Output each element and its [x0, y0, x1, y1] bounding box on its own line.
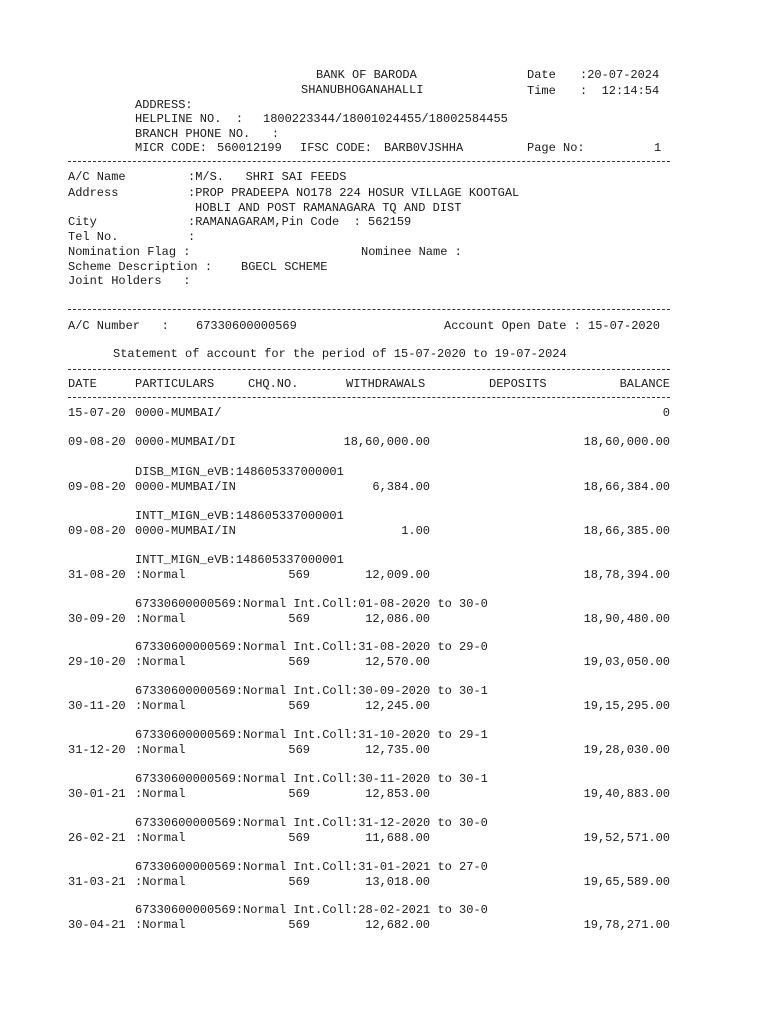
- txn-narration: 67330600000569:Normal Int.Coll:28-02-2021 to 30-0: [135, 903, 488, 917]
- ac-number-value: 67330600000569: [196, 319, 297, 333]
- divider: [68, 309, 670, 310]
- txn-date: 09-08-20: [68, 435, 126, 449]
- txn-date: 15-07-20: [68, 406, 126, 420]
- nominee-name-label: Nominee Name :: [361, 245, 462, 259]
- txn-narration: 67330600000569:Normal Int.Coll:30-09-2020 to 30-1: [135, 684, 488, 698]
- txn-date: 30-01-21: [68, 787, 126, 801]
- txn-chq-no: 569: [288, 568, 310, 582]
- txn-narration: 67330600000569:Normal Int.Coll:31-01-2021 to 27-0: [135, 860, 488, 874]
- txn-balance: 18,90,480.00: [583, 612, 670, 626]
- txn-date: 29-10-20: [68, 655, 126, 669]
- helpline-value: 1800223344/18001024455/18002584455: [263, 112, 508, 126]
- branch-name: SHANUBHOGANAHALLI: [301, 83, 424, 97]
- address-field-label: Address: [68, 186, 119, 200]
- txn-withdrawal: 18,60,000.00: [343, 435, 430, 449]
- txn-particulars: 0000-MUMBAI/IN: [135, 480, 236, 494]
- txn-withdrawal: 12,245.00: [365, 699, 430, 713]
- txn-withdrawal: 12,853.00: [365, 787, 430, 801]
- txn-narration: 67330600000569:Normal Int.Coll:01-08-2020 to 30-0: [135, 597, 488, 611]
- txn-date: 31-03-21: [68, 875, 126, 889]
- txn-date: 30-04-21: [68, 918, 126, 932]
- joint-holders-label: Joint Holders :: [68, 274, 191, 288]
- city-value: :RAMANAGARAM,Pin Code : 562159: [188, 215, 412, 229]
- txn-particulars: :Normal: [135, 568, 186, 582]
- scheme-value: BGECL SCHEME: [241, 260, 328, 274]
- col-balance: BALANCE: [619, 377, 670, 391]
- txn-particulars: :Normal: [135, 699, 186, 713]
- time-value: : 12:14:54: [580, 84, 660, 98]
- date-label: Date: [527, 68, 556, 82]
- time-label: Time: [527, 84, 556, 98]
- txn-withdrawal: 12,570.00: [365, 655, 430, 669]
- txn-date: 31-08-20: [68, 568, 126, 582]
- txn-chq-no: 569: [288, 743, 310, 757]
- txn-chq-no: 569: [288, 699, 310, 713]
- txn-balance: 18,60,000.00: [583, 435, 670, 449]
- txn-withdrawal: 12,682.00: [365, 918, 430, 932]
- txn-particulars: :Normal: [135, 743, 186, 757]
- divider: [68, 369, 670, 370]
- txn-balance: 19,65,589.00: [583, 875, 670, 889]
- txn-particulars: 0000-MUMBAI/IN: [135, 524, 236, 538]
- txn-withdrawal: 12,086.00: [365, 612, 430, 626]
- divider: [68, 397, 670, 398]
- txn-date: 31-12-20: [68, 743, 126, 757]
- address-line-2: HOBLI AND POST RAMANAGARA TQ AND DIST: [195, 201, 462, 215]
- ac-name-value: :M/S. SHRI SAI FEEDS: [188, 170, 347, 184]
- txn-balance: 18,78,394.00: [583, 568, 670, 582]
- ac-name-label: A/C Name: [68, 170, 126, 184]
- col-chq-no: CHQ.NO.: [248, 377, 299, 391]
- branch-phone-label: BRANCH PHONE NO. :: [135, 127, 280, 141]
- nomination-flag-label: Nomination Flag :: [68, 245, 191, 259]
- city-label: City: [68, 215, 97, 229]
- txn-balance: 19,28,030.00: [583, 743, 670, 757]
- txn-narration: 67330600000569:Normal Int.Coll:31-08-2020 to 29-0: [135, 640, 488, 654]
- txn-balance: 19,78,271.00: [583, 918, 670, 932]
- page-label: Page No:: [527, 141, 585, 155]
- txn-balance: 19,40,883.00: [583, 787, 670, 801]
- address-label: ADDRESS:: [135, 98, 193, 112]
- txn-chq-no: 569: [288, 875, 310, 889]
- date-value: :20-07-2024: [580, 68, 660, 82]
- txn-withdrawal: 11,688.00: [365, 831, 430, 845]
- col-date: DATE: [68, 377, 97, 391]
- txn-narration: 67330600000569:Normal Int.Coll:31-10-2020 to 29-1: [135, 728, 488, 742]
- txn-narration: INTT_MIGN_eVB:148605337000001: [135, 553, 344, 567]
- txn-particulars: 0000-MUMBAI/DI: [135, 435, 236, 449]
- txn-date: 26-02-21: [68, 831, 126, 845]
- micr-label: MICR CODE:: [135, 141, 208, 155]
- bank-name: BANK OF BARODA: [316, 68, 417, 82]
- txn-balance: 19,15,295.00: [583, 699, 670, 713]
- txn-chq-no: 569: [288, 787, 310, 801]
- txn-particulars: 0000-MUMBAI/: [135, 406, 222, 420]
- micr-value: 560012199: [217, 141, 282, 155]
- divider: [68, 161, 670, 162]
- txn-narration: INTT_MIGN_eVB:148605337000001: [135, 509, 344, 523]
- txn-chq-no: 569: [288, 831, 310, 845]
- txn-withdrawal: 13,018.00: [365, 875, 430, 889]
- txn-balance: 19,52,571.00: [583, 831, 670, 845]
- txn-date: 30-09-20: [68, 612, 126, 626]
- txn-particulars: :Normal: [135, 787, 186, 801]
- txn-balance: 18,66,384.00: [583, 480, 670, 494]
- txn-particulars: :Normal: [135, 918, 186, 932]
- tel-value: :: [188, 230, 196, 244]
- txn-narration: 67330600000569:Normal Int.Coll:30-11-2020 to 30-1: [135, 772, 488, 786]
- helpline-label: HELPLINE NO. :: [135, 112, 244, 126]
- ifsc-label: IFSC CODE:: [300, 141, 373, 155]
- col-withdrawals: WITHDRAWALS: [346, 377, 426, 391]
- txn-balance: 19,03,050.00: [583, 655, 670, 669]
- txn-particulars: :Normal: [135, 875, 186, 889]
- txn-withdrawal: 1.00: [401, 524, 430, 538]
- scheme-label: Scheme Description :: [68, 260, 213, 274]
- txn-balance: 18,66,385.00: [583, 524, 670, 538]
- txn-chq-no: 569: [288, 918, 310, 932]
- txn-narration: 67330600000569:Normal Int.Coll:31-12-2020 to 30-0: [135, 816, 488, 830]
- txn-chq-no: 569: [288, 655, 310, 669]
- open-date-label: Account Open Date :: [444, 319, 581, 333]
- txn-chq-no: 569: [288, 612, 310, 626]
- txn-particulars: :Normal: [135, 655, 186, 669]
- page-number: 1: [654, 141, 662, 155]
- col-deposits: DEPOSITS: [489, 377, 547, 391]
- ac-number-label: A/C Number :: [68, 319, 169, 333]
- txn-date: 30-11-20: [68, 699, 126, 713]
- txn-particulars: :Normal: [135, 612, 186, 626]
- col-particulars: PARTICULARS: [135, 377, 215, 391]
- open-date-value: 15-07-2020: [588, 319, 661, 333]
- txn-withdrawal: 12,735.00: [365, 743, 430, 757]
- txn-balance: 0: [662, 406, 670, 420]
- txn-withdrawal: 6,384.00: [372, 480, 430, 494]
- address-line-1: :PROP PRADEEPA NO178 224 HOSUR VILLAGE KOOTGAL: [188, 186, 520, 200]
- statement-title: Statement of account for the period of 15-07-2020 to 19-07-2024: [113, 347, 567, 361]
- ifsc-value: BARB0VJSHHA: [384, 141, 464, 155]
- txn-particulars: :Normal: [135, 831, 186, 845]
- txn-date: 09-08-20: [68, 524, 126, 538]
- txn-narration: DISB_MIGN_eVB:148605337000001: [135, 465, 344, 479]
- txn-withdrawal: 12,009.00: [365, 568, 430, 582]
- tel-label: Tel No.: [68, 230, 119, 244]
- txn-date: 09-08-20: [68, 480, 126, 494]
